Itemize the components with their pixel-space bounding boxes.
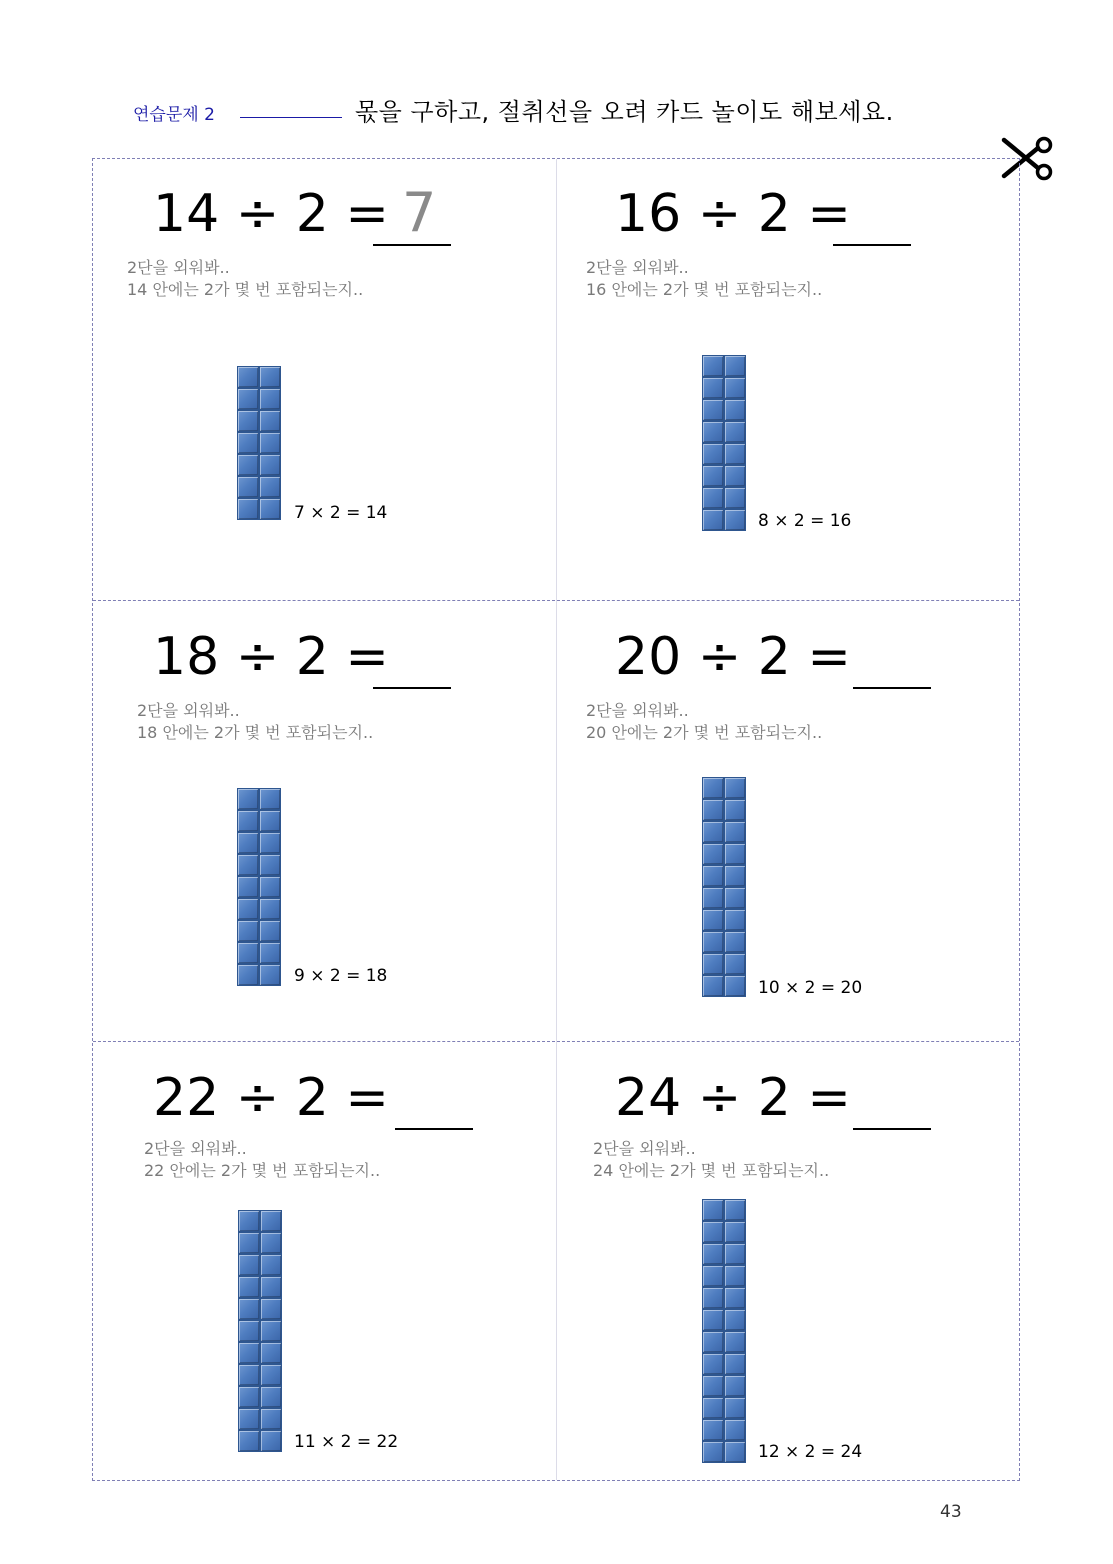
block-row (702, 1331, 746, 1353)
unit-block (702, 1221, 724, 1243)
block-row (702, 799, 746, 821)
answer-blank[interactable] (833, 244, 911, 246)
exercise-label: 연습문제 2 (133, 105, 215, 125)
block-row (237, 832, 281, 854)
unit-block (702, 931, 724, 953)
block-row (237, 942, 281, 964)
block-row (702, 843, 746, 865)
unit-block (260, 1430, 282, 1452)
unit-block (724, 953, 746, 975)
unit-block (260, 1210, 282, 1232)
multiplication-fact: 9 × 2 = 18 (294, 966, 388, 986)
unit-block (237, 388, 259, 410)
block-row (702, 1309, 746, 1331)
block-row (702, 487, 746, 509)
unit-block (702, 843, 724, 865)
cut-line-1 (93, 600, 1019, 601)
unit-block (237, 920, 259, 942)
unit-block (702, 421, 724, 443)
unit-block (237, 476, 259, 498)
page-number: 43 (940, 1502, 962, 1522)
unit-block (259, 476, 281, 498)
division-equation: 22 ÷ 2 = (153, 1068, 389, 1128)
block-row (237, 876, 281, 898)
block-column (702, 1199, 746, 1463)
multiplication-fact: 10 × 2 = 20 (758, 978, 863, 998)
unit-block (724, 377, 746, 399)
unit-block (702, 443, 724, 465)
unit-block (724, 509, 746, 531)
block-row (702, 399, 746, 421)
unit-block (702, 509, 724, 531)
multiplication-fact: 7 × 2 = 14 (294, 503, 388, 523)
division-equation: 24 ÷ 2 = (615, 1068, 851, 1128)
block-row (702, 931, 746, 953)
division-equation: 20 ÷ 2 = (615, 627, 851, 687)
unit-block (260, 1298, 282, 1320)
block-row (238, 1408, 282, 1430)
unit-block (724, 355, 746, 377)
unit-block (702, 821, 724, 843)
block-row (702, 1199, 746, 1221)
unit-block (702, 1441, 724, 1463)
unit-block (724, 909, 746, 931)
unit-block (259, 388, 281, 410)
unit-block (702, 487, 724, 509)
unit-block (259, 942, 281, 964)
unit-block (238, 1276, 260, 1298)
card-grid (92, 158, 1020, 1481)
unit-block (238, 1298, 260, 1320)
block-row (702, 909, 746, 931)
answer-blank[interactable] (373, 687, 451, 689)
unit-block (702, 1309, 724, 1331)
block-row (238, 1430, 282, 1452)
block-row (238, 1364, 282, 1386)
answer-blank[interactable] (853, 687, 931, 689)
unit-block (724, 865, 746, 887)
hint-line-2: 14 안에는 2가 몇 번 포함되는지.. (127, 280, 364, 299)
block-row (237, 366, 281, 388)
unit-block (724, 465, 746, 487)
unit-block (260, 1276, 282, 1298)
unit-block (237, 410, 259, 432)
unit-block (237, 454, 259, 476)
unit-block (259, 454, 281, 476)
block-row (702, 1375, 746, 1397)
hint-line-1: 2단을 외워봐.. (593, 1139, 696, 1158)
multiplication-fact: 12 × 2 = 24 (758, 1442, 863, 1462)
cut-line-2 (93, 1041, 1019, 1042)
block-row (238, 1276, 282, 1298)
unit-block (237, 498, 259, 520)
unit-block (238, 1430, 260, 1452)
block-row (702, 777, 746, 799)
block-row (702, 421, 746, 443)
unit-block (260, 1408, 282, 1430)
hint-line-2: 24 안에는 2가 몇 번 포함되는지.. (593, 1161, 830, 1180)
unit-block (724, 1309, 746, 1331)
unit-block (259, 854, 281, 876)
block-row (237, 920, 281, 942)
unit-block (259, 410, 281, 432)
unit-block (702, 465, 724, 487)
block-row (702, 1353, 746, 1375)
block-row (238, 1210, 282, 1232)
unit-block (702, 1419, 724, 1441)
block-column (237, 366, 281, 520)
block-row (238, 1320, 282, 1342)
unit-block (702, 1353, 724, 1375)
unit-block (702, 1243, 724, 1265)
unit-block (702, 399, 724, 421)
block-row (702, 953, 746, 975)
block-row (238, 1232, 282, 1254)
unit-block (237, 964, 259, 986)
unit-block (724, 799, 746, 821)
block-row (702, 1441, 746, 1463)
unit-block (238, 1232, 260, 1254)
unit-block (724, 487, 746, 509)
exercise-name-blank (240, 117, 342, 118)
block-row (237, 964, 281, 986)
unit-block (238, 1320, 260, 1342)
unit-block (702, 975, 724, 997)
unit-block (237, 876, 259, 898)
block-column (702, 355, 746, 531)
unit-block (724, 443, 746, 465)
unit-block (702, 799, 724, 821)
unit-block (724, 1221, 746, 1243)
unit-block (237, 942, 259, 964)
block-row (237, 410, 281, 432)
unit-block (702, 1397, 724, 1419)
answer-blank[interactable] (853, 1128, 931, 1130)
unit-block (259, 810, 281, 832)
unit-block (238, 1364, 260, 1386)
unit-block (260, 1320, 282, 1342)
block-column (702, 777, 746, 997)
unit-block (238, 1386, 260, 1408)
block-row (702, 465, 746, 487)
unit-block (237, 854, 259, 876)
unit-block (702, 1199, 724, 1221)
unit-block (259, 920, 281, 942)
unit-block (724, 1265, 746, 1287)
unit-block (260, 1254, 282, 1276)
unit-block (259, 432, 281, 454)
unit-block (702, 887, 724, 909)
hint-line-2: 16 안에는 2가 몇 번 포함되는지.. (586, 280, 823, 299)
unit-block (702, 865, 724, 887)
unit-block (237, 366, 259, 388)
block-row (702, 377, 746, 399)
hint-line-2: 20 안에는 2가 몇 번 포함되는지.. (586, 723, 823, 742)
unit-block (724, 1331, 746, 1353)
answer-value: 7 (402, 181, 437, 244)
division-equation: 14 ÷ 2 = (153, 184, 389, 244)
unit-block (238, 1408, 260, 1430)
block-row (702, 443, 746, 465)
multiplication-fact: 8 × 2 = 16 (758, 511, 852, 531)
unit-block (702, 1375, 724, 1397)
hint-line-1: 2단을 외워봐.. (586, 701, 689, 720)
center-divider (556, 159, 557, 1480)
unit-block (702, 953, 724, 975)
unit-block (259, 898, 281, 920)
block-row (237, 898, 281, 920)
unit-block (724, 1353, 746, 1375)
unit-block (724, 1243, 746, 1265)
answer-blank[interactable] (395, 1128, 473, 1130)
unit-block (259, 366, 281, 388)
unit-block (238, 1254, 260, 1276)
unit-block (237, 810, 259, 832)
unit-block (724, 777, 746, 799)
block-row (237, 854, 281, 876)
unit-block (259, 876, 281, 898)
unit-block (259, 964, 281, 986)
unit-block (724, 421, 746, 443)
unit-block (702, 1287, 724, 1309)
block-row (237, 476, 281, 498)
unit-block (702, 377, 724, 399)
unit-block (702, 1265, 724, 1287)
block-row (702, 1243, 746, 1265)
hint-line-2: 18 안에는 2가 몇 번 포함되는지.. (137, 723, 374, 742)
block-row (238, 1298, 282, 1320)
block-row (238, 1386, 282, 1408)
unit-block (702, 355, 724, 377)
hint-line-2: 22 안에는 2가 몇 번 포함되는지.. (144, 1161, 381, 1180)
unit-block (259, 498, 281, 520)
division-equation: 16 ÷ 2 = (615, 184, 851, 244)
unit-block (724, 1441, 746, 1463)
block-row (702, 355, 746, 377)
unit-block (260, 1342, 282, 1364)
unit-block (702, 909, 724, 931)
unit-block (259, 832, 281, 854)
unit-block (724, 1199, 746, 1221)
unit-block (724, 931, 746, 953)
unit-block (724, 887, 746, 909)
block-row (702, 865, 746, 887)
block-row (702, 887, 746, 909)
unit-block (724, 1419, 746, 1441)
multiplication-fact: 11 × 2 = 22 (294, 1432, 399, 1452)
block-row (702, 1221, 746, 1243)
unit-block (724, 399, 746, 421)
block-row (702, 1419, 746, 1441)
block-row (702, 975, 746, 997)
unit-block (724, 1375, 746, 1397)
block-row (237, 498, 281, 520)
block-row (702, 1265, 746, 1287)
unit-block (260, 1386, 282, 1408)
unit-block (260, 1232, 282, 1254)
block-row (237, 788, 281, 810)
hint-line-1: 2단을 외워봐.. (127, 258, 230, 277)
unit-block (724, 821, 746, 843)
unit-block (237, 898, 259, 920)
answer-blank[interactable] (373, 244, 451, 246)
unit-block (724, 1397, 746, 1419)
block-row (237, 388, 281, 410)
block-row (237, 810, 281, 832)
block-row (702, 509, 746, 531)
hint-line-1: 2단을 외워봐.. (144, 1139, 247, 1158)
unit-block (702, 1331, 724, 1353)
instruction-text: 몫을 구하고, 절취선을 오려 카드 놀이도 해보세요. (355, 98, 894, 126)
block-row (238, 1254, 282, 1276)
unit-block (238, 1210, 260, 1232)
block-column (238, 1210, 282, 1452)
unit-block (237, 432, 259, 454)
unit-block (724, 975, 746, 997)
unit-block (238, 1342, 260, 1364)
unit-block (237, 832, 259, 854)
block-row (238, 1342, 282, 1364)
block-column (237, 788, 281, 986)
block-row (702, 821, 746, 843)
hint-line-1: 2단을 외워봐.. (137, 701, 240, 720)
unit-block (259, 788, 281, 810)
block-row (237, 454, 281, 476)
division-equation: 18 ÷ 2 = (153, 627, 389, 687)
block-row (237, 432, 281, 454)
unit-block (237, 788, 259, 810)
block-row (702, 1397, 746, 1419)
unit-block (702, 777, 724, 799)
unit-block (724, 1287, 746, 1309)
block-row (702, 1287, 746, 1309)
unit-block (724, 843, 746, 865)
hint-line-1: 2단을 외워봐.. (586, 258, 689, 277)
header (0, 92, 1113, 126)
unit-block (260, 1364, 282, 1386)
